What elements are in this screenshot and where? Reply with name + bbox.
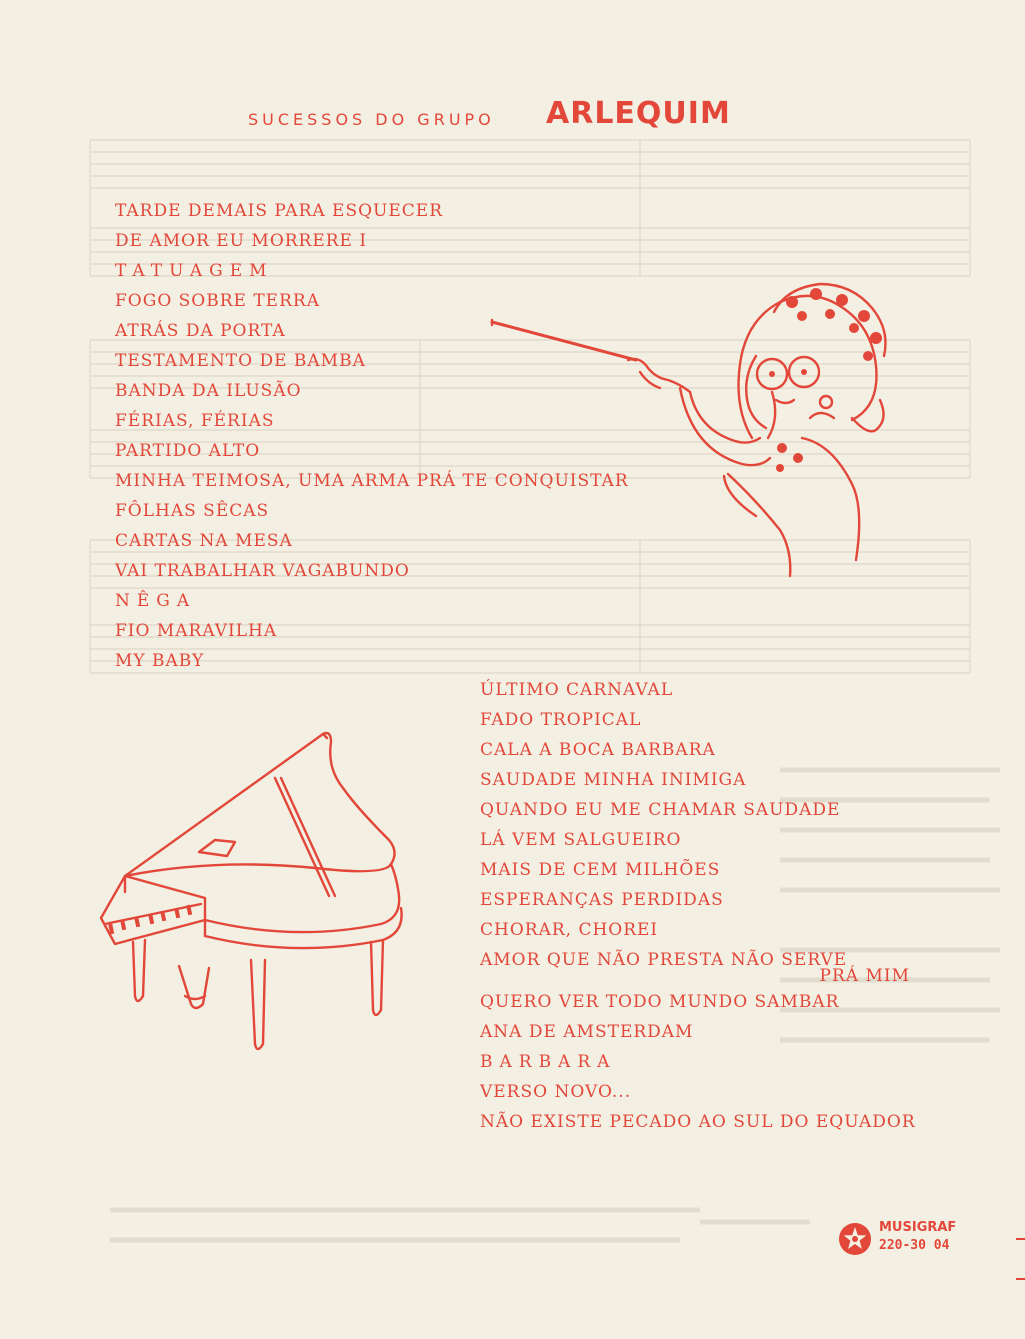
conductor-girl-illustration	[480, 268, 900, 588]
list-item: LÁ VEM SALGUEIRO	[480, 830, 682, 850]
edge-mark	[1016, 1238, 1025, 1240]
list-item: ÚLTIMO CARNAVAL	[480, 680, 674, 700]
list-item: CHORAR, CHOREI	[480, 920, 659, 940]
list-item: FIO MARAVILHA	[115, 621, 278, 641]
grand-piano-illustration	[95, 728, 425, 1058]
list-item: FADO TROPICAL	[480, 710, 642, 730]
leg-mid	[251, 960, 265, 1049]
list-item: BANDA DA ILUSÃO	[115, 381, 302, 401]
list-item: VERSO NOVO...	[480, 1082, 632, 1102]
list-item: PARTIDO ALTO	[115, 441, 261, 461]
list-item: CALA A BOCA BARBARA	[480, 740, 716, 760]
list-item: VAI TRABALHAR VAGABUNDO	[115, 561, 410, 581]
list-item: BARBARA	[480, 1052, 617, 1072]
list-item: CARTAS NA MESA	[115, 531, 293, 551]
header-lead: SUCESSOS DO GRUPO	[248, 110, 495, 129]
case-side	[205, 864, 399, 932]
catalog-code: 220-30 04	[879, 1238, 950, 1253]
lid	[125, 733, 395, 876]
group-name: ARLEQUIM	[546, 96, 731, 131]
list-item: NÃO EXISTE PECADO AO SUL DO EQUADOR	[480, 1112, 916, 1132]
list-item: QUANDO EU ME CHAMAR SAUDADE	[480, 800, 841, 820]
publisher-brand: MUSIGRAF	[879, 1220, 957, 1235]
list-item: FÔLHAS SÊCAS	[115, 501, 270, 521]
publisher-logo	[838, 1218, 958, 1262]
musigraf-logo-icon	[838, 1222, 872, 1256]
edge-mark	[1016, 1278, 1025, 1280]
list-item: ATRÁS DA PORTA	[115, 321, 286, 341]
pedals	[179, 966, 209, 1008]
list-item: DE AMOR EU MORRERE I	[115, 231, 368, 251]
list-item-continuation: PRÁ MIM	[819, 966, 910, 986]
music-stand	[199, 840, 235, 856]
page-header	[248, 96, 808, 146]
list-item: ANA DE AMSTERDAM	[480, 1022, 694, 1042]
list-item: ESPERANÇAS PERDIDAS	[480, 890, 724, 910]
list-item: FOGO SOBRE TERRA	[115, 291, 320, 311]
baton	[492, 322, 636, 360]
case-top	[125, 864, 391, 876]
list-item: TARDE DEMAIS PARA ESQUECER	[115, 201, 443, 221]
list-item: NÊGA	[115, 591, 197, 611]
song-list-right	[480, 675, 916, 1137]
list-item: SAUDADE MINHA INIMIGA	[480, 770, 747, 790]
list-item: FÉRIAS, FÉRIAS	[115, 411, 275, 431]
lid-prop	[275, 778, 329, 896]
list-item: MINHA TEIMOSA, UMA ARMA PRÁ TE CONQUISTAR	[115, 471, 629, 491]
leg-left	[133, 940, 145, 1001]
list-item: TESTAMENTO DE BAMBA	[115, 351, 366, 371]
list-item: MY BABY	[115, 651, 205, 671]
list-item: MAIS DE CEM MILHÕES	[480, 860, 721, 880]
list-item: QUERO VER TODO MUNDO SAMBAR	[480, 992, 840, 1012]
list-item: AMOR QUE NÃO PRESTA NÃO SERVE	[480, 950, 848, 970]
list-item: TATUAGEM	[115, 261, 274, 281]
leg-right	[371, 940, 383, 1015]
